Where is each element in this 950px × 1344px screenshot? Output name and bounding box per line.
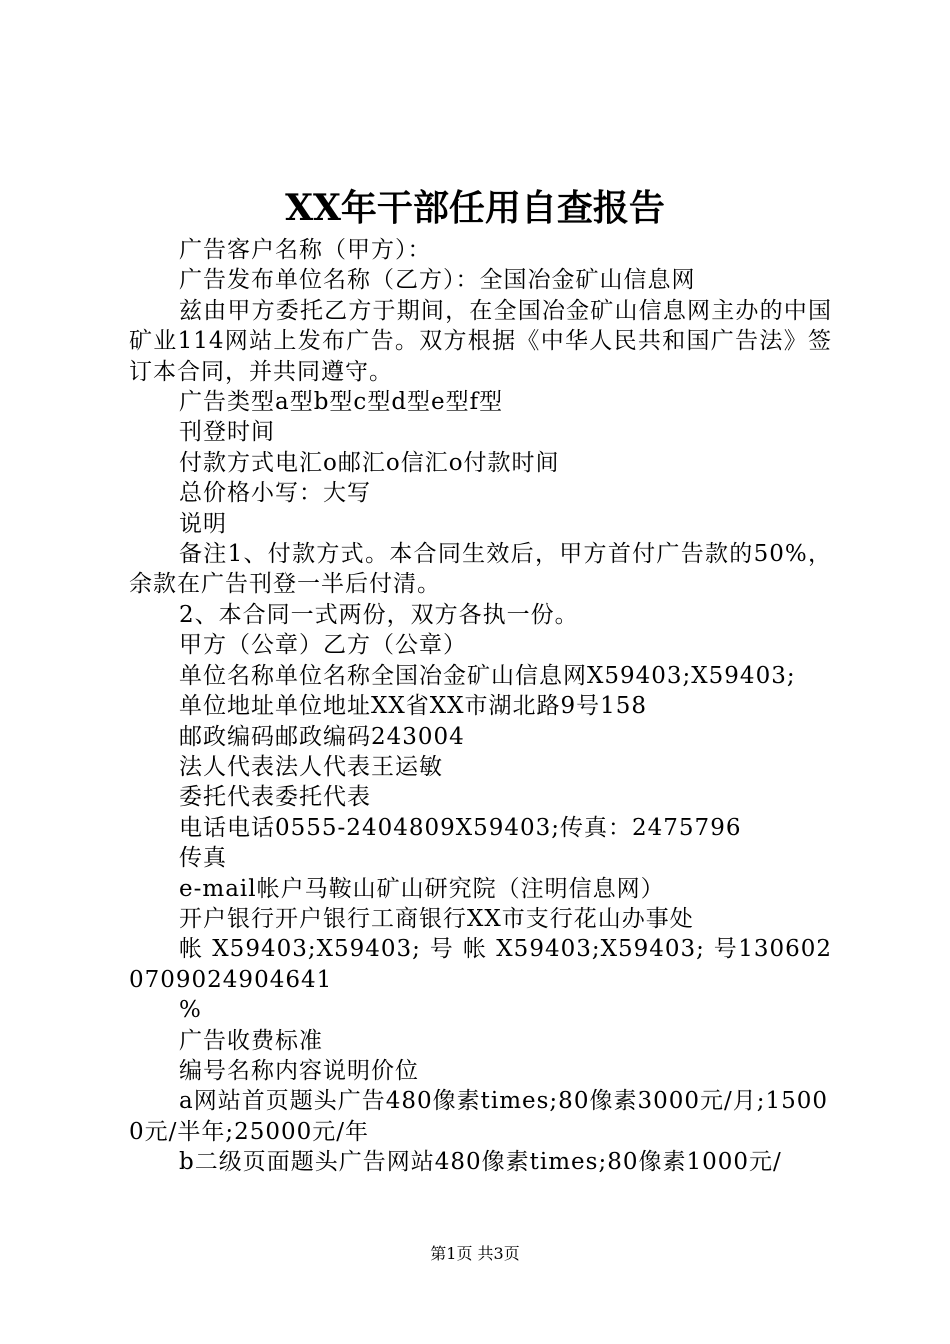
paragraph-authorized-rep: 委托代表委托代表 [179,784,371,811]
paragraph-postal-code: 邮政编码邮政编码243004 [179,723,465,750]
paragraph-seals: 甲方（公章）乙方（公章） [179,632,467,659]
paragraph-note-copies: 2、本合同一式两份，双方各执一份。 [179,601,579,628]
paragraph-unit-address: 单位地址单位地址XX省XX市湖北路9号158 [179,693,648,720]
paragraph-note-payment: 备注1、付款方式。本合同生效后，甲方首付广告款的50%，余款在广告刊登一半后付清。 [129,541,832,598]
paragraph-fax: 传真 [179,845,227,872]
paragraph-email-account: e-mail帐户马鞍山矿山研究院（注明信息网） [179,875,665,902]
document-body [129,235,832,1178]
paragraph-publish-time: 刊登时间 [179,419,275,446]
paragraph-bank: 开户银行开户银行工商银行XX市支行花山办事处 [179,905,694,932]
paragraph-unit-name: 单位名称单位名称全国冶金矿山信息网X59403;X59403; [179,662,796,689]
paragraph-fee-header: 编号名称内容说明价位 [179,1057,419,1084]
paragraph-ad-type: 广告类型a型b型c型d型e型f型 [179,389,504,416]
paragraph-explanation: 说明 [179,510,227,537]
paragraph-payment-method: 付款方式电汇o邮汇o信汇o付款时间 [179,449,560,476]
paragraph-account-number: 帐 X59403;X59403; 号 帐 X59403;X59403; 号1306020709024904641 [129,936,832,993]
paragraph-phone: 电话电话0555-2404809X59403;传真：2475796 [179,814,742,841]
paragraph-fee-item-b: b二级页面题头广告网站480像素times;80像素1000元/ [179,1149,782,1176]
paragraph-fee-item-a: a网站首页题头广告480像素times;80像素3000元/月;15000元/半年;25000元/年 [129,1088,829,1145]
paragraph-total-price: 总价格小写：大写 [179,480,371,507]
paragraph-client-name: 广告客户名称（甲方）： [179,237,432,263]
paragraph-agreement-intro: 兹由甲方委托乙方于期间，在全国冶金矿山信息网主办的中国矿业114网站上发布广告。双方根据《中华人民共和国广告法》签订本合同，并共同遵守。 [129,297,832,385]
paragraph-legal-rep: 法人代表法人代表王运敏 [179,753,443,780]
paragraph-publisher-name: 广告发布单位名称（乙方）：全国冶金矿山信息网 [179,267,696,294]
paragraph-fee-standard: 广告收费标准 [179,1027,323,1054]
page-footer: 第1页 共3页 [430,1244,520,1263]
document-title: XX年干部任用自查报告 [285,187,665,229]
paragraph-percent: % [179,997,202,1024]
